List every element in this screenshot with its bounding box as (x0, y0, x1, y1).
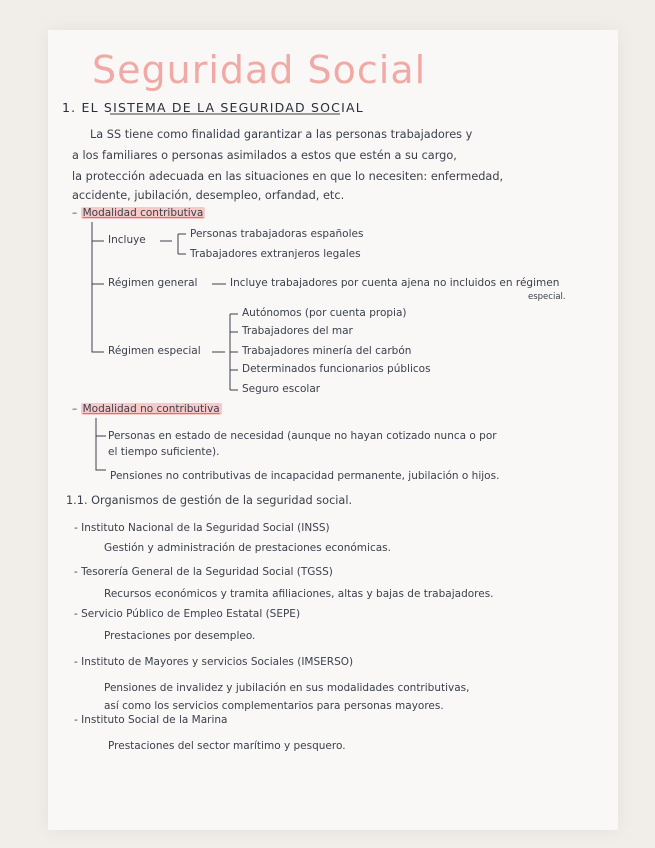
organismo-desc: Prestaciones del sector marítimo y pesquero. (108, 740, 346, 752)
intro-line: a los familiares o personas asimilados a estos que estén a su cargo, (72, 149, 457, 162)
organismo-desc: Recursos económicos y tramita afiliaciones, altas y bajas de trabajadores. (104, 588, 494, 600)
regimen-especial-item: Trabajadores minería del carbón (242, 345, 412, 357)
regimen-especial-item: Seguro escolar (242, 383, 321, 395)
incluye-item: Personas trabajadoras españoles (190, 228, 364, 240)
subsection-heading: 1.1. Organismos de gestión de la seguridad social. (66, 494, 353, 507)
organismo-desc: Pensiones de invalidez y jubilación en sus modalidades contributivas, (104, 682, 470, 694)
incluye-label: Incluye (108, 234, 146, 246)
regimen-especial-item: Autónomos (por cuenta propia) (242, 307, 407, 319)
modalidad-contributiva-label: – Modalidad contributiva (72, 207, 204, 219)
organismo-name: - Instituto Nacional de la Seguridad Social (INSS) (74, 522, 330, 534)
regimen-especial-item: Determinados funcionarios públicos (242, 363, 431, 375)
incluye-item: Trabajadores extranjeros legales (190, 248, 361, 260)
organismo-desc: así como los servicios complementarios para personas mayores. (104, 700, 444, 712)
organismo-desc: Gestión y administración de prestaciones económicas. (104, 542, 391, 554)
intro-line: accidente, jubilación, desempleo, orfandad, etc. (72, 189, 345, 202)
organismo-desc: Prestaciones por desempleo. (104, 630, 256, 642)
regimen-especial-label: Régimen especial (108, 345, 201, 357)
intro-line: la protección adecuada en las situaciones en que lo necesiten: enfermedad, (72, 170, 504, 183)
organismo-name: - Instituto de Mayores y servicios Sociales (IMSERSO) (74, 656, 354, 668)
no-contributiva-item: Personas en estado de necesidad (aunque no hayan cotizado nunca o por (108, 430, 497, 442)
regimen-general-text: especial. (528, 292, 566, 302)
section-heading: 1. EL SISTEMA DE LA SEGURIDAD SOCIAL (62, 100, 364, 115)
regimen-especial-item: Trabajadores del mar (242, 325, 353, 337)
regimen-general-text: Incluye trabajadores por cuenta ajena no incluidos en régimen (230, 277, 560, 289)
organismo-name: - Instituto Social de la Marina (74, 714, 228, 726)
page-title: Seguridad Social (92, 48, 427, 92)
regimen-general-label: Régimen general (108, 277, 198, 289)
organismo-name: - Tesorería General de la Seguridad Social (TGSS) (74, 566, 333, 578)
modalidad-no-contributiva-label: – Modalidad no contributiva (72, 403, 220, 415)
intro-line: La SS tiene como finalidad garantizar a las personas trabajadores y (90, 128, 473, 141)
organismo-name: - Servicio Público de Empleo Estatal (SEPE) (74, 608, 301, 620)
no-contributiva-item: Pensiones no contributivas de incapacidad permanente, jubilación o hijos. (110, 470, 500, 482)
no-contributiva-item: el tiempo suficiente). (108, 446, 220, 458)
